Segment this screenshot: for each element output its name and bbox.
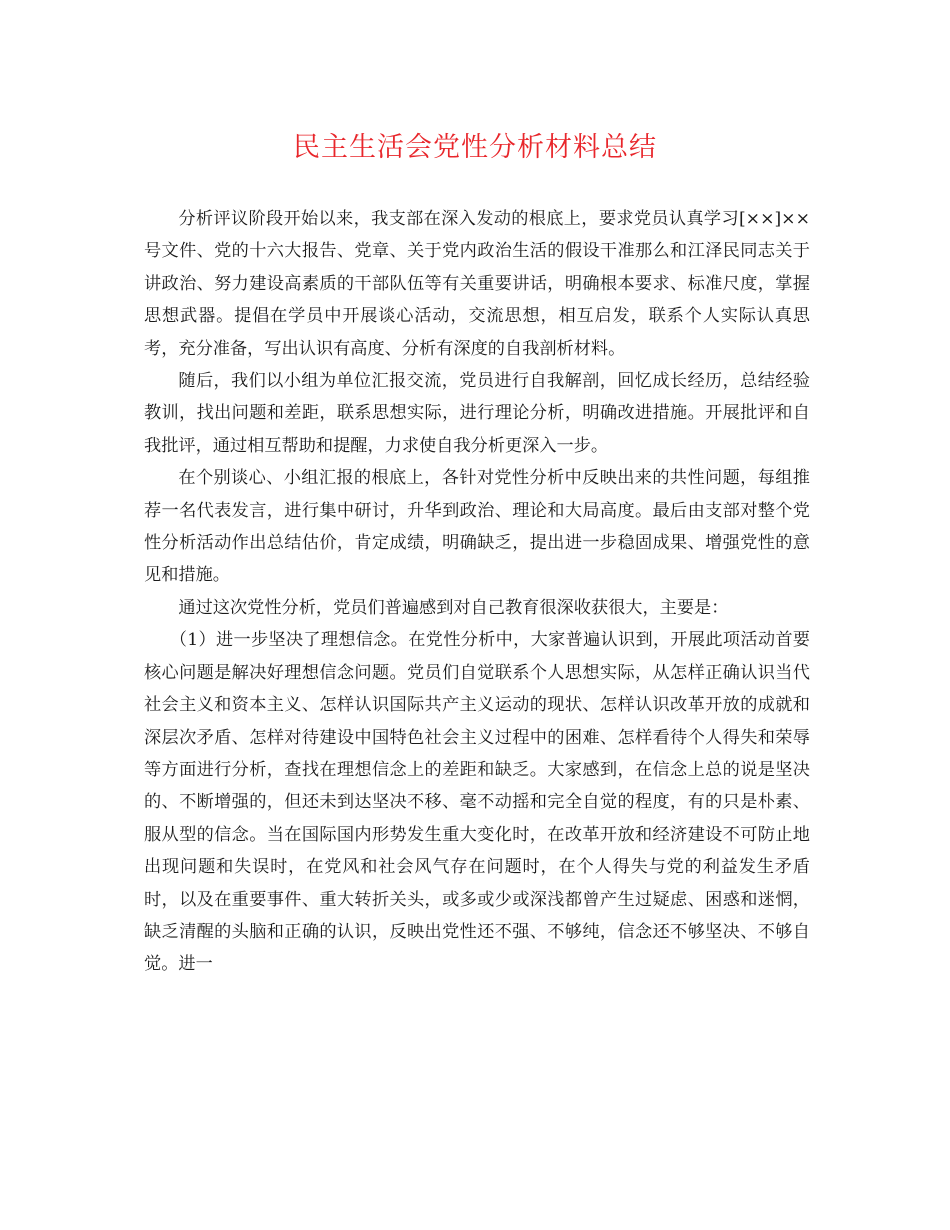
paragraph-1: 分析评议阶段开始以来，我支部在深入发动的根底上，要求党员认真学习[××]××号文件、党的十六大报告、党章、关于党内政治生活的假设干准那么和江泽民同志关于讲政治、努力建设高素质的干部队伍等有关重要讲话，明确根本要求、标准尺度，掌握思想武器。提倡在学员中开展谈心活动，交流思想，相互启发，联系个人实际认真思考，充分准备，写出认识有高度、分析有深度的自我剖析材料。 — [144, 209, 810, 359]
paragraph-4: 通过这次党性分析，党员们普遍感到对自己教育很深收获很大，主要是： — [178, 597, 729, 618]
paragraph-5: （1）进一步坚决了理想信念。在党性分析中，大家普遍认识到，开展此项活动首要核心问题是解决好理想信念问题。党员们自觉联系个人思想实际，从怎样正确认识当代社会主义和资本主义、怎样认识国际共产主义运动的现状、怎样认识改革开放的成就和深层次矛盾、怎样对待建设中国特色社会主义过程中的困难、怎样看待个人得失和荣辱等方面进行分析，查找在理想信念上的差距和缺乏。大家感到，在信念上总的说是坚决的、不断增强的，但还未到达坚决不移、毫不动摇和完全自觉的程度，有的只是朴素、服从型的信念。当在国际国内形势发生重大变化时，在改革开放和经济建设不可防止地出现问题和失误时，在党风和社会风气存在问题时，在个人得失与党的利益发生矛盾时，以及在重要事件、重大转折关头，或多或少或深浅都曾产生过疑虑、困惑和迷惘，缺乏清醒的头脑和正确的认识，反映出党性还不强、不够纯，信念还不够坚决、不够自觉。进一 — [144, 630, 810, 975]
paragraph-2: 随后，我们以小组为单位汇报交流，党员进行自我解剖，回忆成长经历，总结经验教训，找出问题和差距，联系思想实际，进行理论分析，明确改进措施。开展批评和自我批评，通过相互帮助和提醒，力求使自我分析更深入一步。 — [144, 371, 810, 456]
document-title: 民主生活会党性分析材料总结 — [293, 132, 657, 163]
paragraph-3: 在个别谈心、小组汇报的根底上，各针对党性分析中反映出来的共性问题，每组推荐一名代表发言，进行集中研讨，升华到政治、理论和大局高度。最后由支部对整个党性分析活动作出总结估价，肯定成绩，明确缺乏，提出进一步稳固成果、增强党性的意见和措施。 — [144, 468, 810, 586]
document-body — [144, 203, 810, 981]
